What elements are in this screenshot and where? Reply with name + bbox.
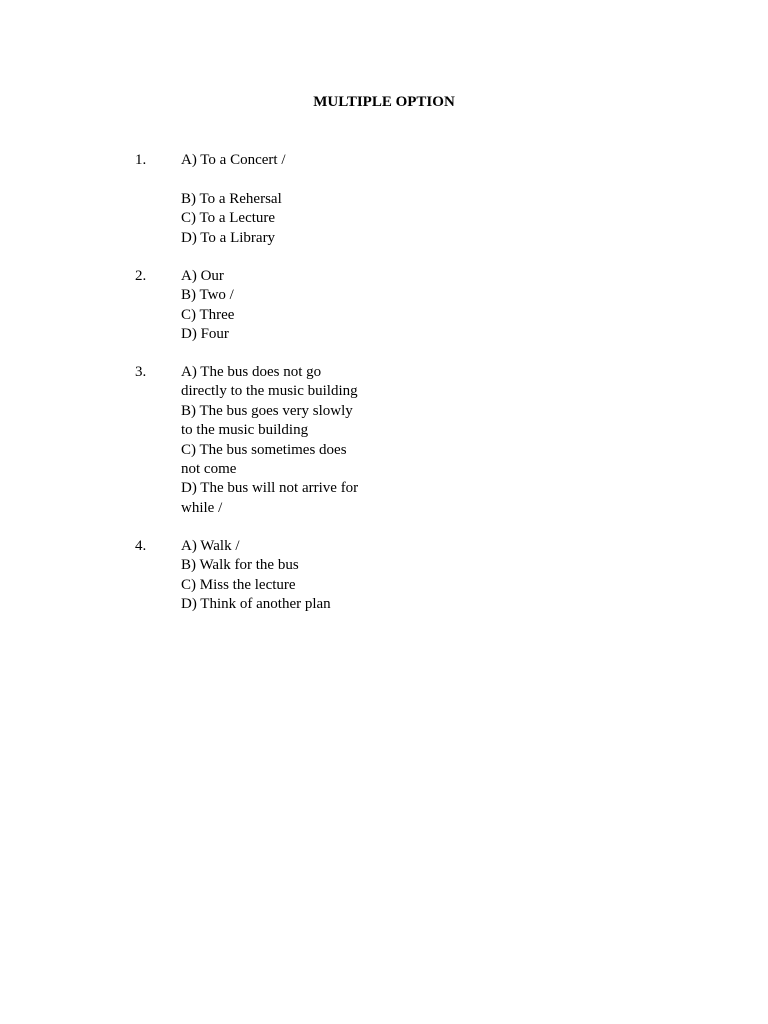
option-list (181, 151, 371, 248)
option-b: B) To a Rehersal (181, 190, 282, 207)
option-d: D) Four (181, 326, 229, 343)
question-number: 2. (135, 268, 147, 284)
question-number: 1. (135, 152, 147, 168)
option-c: C) To a Lecture (181, 210, 276, 227)
option-a: A) The bus does not go directly to the music building (181, 364, 358, 400)
question-number: 4. (135, 538, 147, 554)
option-list (181, 363, 365, 518)
option-d: D) Think of another plan (181, 596, 331, 613)
option-a: A) Our (181, 268, 224, 284)
option-c: C) Miss the lecture (181, 576, 296, 593)
option-d: D) The bus will not arrive for while / (181, 480, 359, 516)
option-c: C) The bus sometimes does not come (181, 441, 347, 478)
page-title: MULTIPLE OPTION (313, 94, 455, 110)
option-b: B) Two / (181, 287, 234, 304)
option-c: C) Three (181, 306, 235, 323)
option-d: D) To a Library (181, 229, 276, 246)
option-b: B) Walk for the bus (181, 557, 299, 574)
option-list (181, 267, 371, 345)
question-number: 3. (135, 364, 147, 380)
option-a: A) To a Concert / (181, 152, 286, 168)
option-list (181, 537, 371, 615)
option-b: B) The bus goes very slowly to the music building (181, 402, 353, 439)
option-a: A) Walk / (181, 538, 240, 554)
